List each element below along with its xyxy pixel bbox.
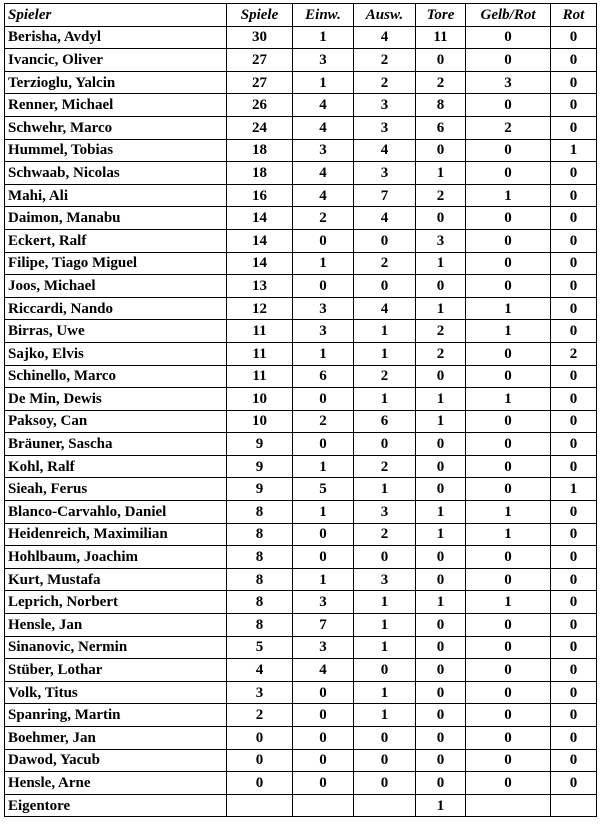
cell-goals: 0 [416, 772, 466, 795]
cell-substituted-out: 7 [354, 184, 416, 207]
cell-yellow-red: 2 [466, 116, 551, 139]
cell-player-name: Heidenreich, Maximilian [5, 523, 227, 546]
table-row [5, 71, 597, 94]
header-gelb-rot: Gelb/Rot [466, 4, 551, 27]
table-row [5, 252, 597, 275]
cell-substituted-out: 2 [354, 49, 416, 72]
cell-goals: 1 [416, 162, 466, 185]
table-row [5, 162, 597, 185]
cell-games: 30 [227, 26, 293, 49]
table-row [5, 772, 597, 795]
table-row [5, 342, 597, 365]
table-row [5, 410, 597, 433]
cell-red: 1 [551, 139, 597, 162]
cell-substituted-in: 1 [293, 342, 354, 365]
cell-player-name: Eckert, Ralf [5, 229, 227, 252]
cell-games: 10 [227, 388, 293, 411]
cell-games: 8 [227, 591, 293, 614]
table-row [5, 591, 597, 614]
cell-goals: 0 [416, 455, 466, 478]
table-row [5, 433, 597, 456]
cell-red: 0 [551, 749, 597, 772]
table-row [5, 365, 597, 388]
table-row [5, 546, 597, 569]
cell-substituted-out: 1 [354, 342, 416, 365]
cell-goals: 1 [416, 252, 466, 275]
cell-substituted-in: 3 [293, 297, 354, 320]
cell-player-name: Joos, Michael [5, 275, 227, 298]
cell-substituted-in: 1 [293, 26, 354, 49]
cell-substituted-in: 3 [293, 320, 354, 343]
cell-substituted-out: 1 [354, 681, 416, 704]
cell-red: 0 [551, 162, 597, 185]
table-row [5, 681, 597, 704]
cell-games: 8 [227, 546, 293, 569]
cell-substituted-out: 0 [354, 749, 416, 772]
cell-red: 0 [551, 659, 597, 682]
cell-substituted-out: 6 [354, 410, 416, 433]
cell-goals: 0 [416, 614, 466, 637]
cell-red: 0 [551, 365, 597, 388]
cell-substituted-in: 3 [293, 636, 354, 659]
cell-substituted-in [293, 794, 354, 817]
cell-player-name: Spanring, Martin [5, 704, 227, 727]
cell-goals: 1 [416, 501, 466, 524]
cell-player-name: Hohlbaum, Joachim [5, 546, 227, 569]
cell-yellow-red: 0 [466, 26, 551, 49]
cell-player-name: Bräuner, Sascha [5, 433, 227, 456]
cell-goals: 2 [416, 184, 466, 207]
cell-games: 0 [227, 749, 293, 772]
cell-substituted-out: 0 [354, 659, 416, 682]
table-row [5, 184, 597, 207]
cell-games: 27 [227, 49, 293, 72]
cell-yellow-red: 0 [466, 636, 551, 659]
cell-substituted-in: 4 [293, 94, 354, 117]
cell-games: 8 [227, 568, 293, 591]
cell-substituted-in: 0 [293, 229, 354, 252]
cell-goals: 0 [416, 49, 466, 72]
table-row [5, 139, 597, 162]
cell-goals: 1 [416, 794, 466, 817]
cell-goals: 1 [416, 297, 466, 320]
cell-red: 0 [551, 455, 597, 478]
header-ausw: Ausw. [354, 4, 416, 27]
cell-games: 24 [227, 116, 293, 139]
cell-goals: 8 [416, 94, 466, 117]
cell-player-name: Birras, Uwe [5, 320, 227, 343]
cell-yellow-red: 0 [466, 659, 551, 682]
cell-player-name: Ivancic, Oliver [5, 49, 227, 72]
cell-substituted-in: 1 [293, 455, 354, 478]
cell-yellow-red: 0 [466, 275, 551, 298]
cell-games: 27 [227, 71, 293, 94]
cell-substituted-out: 1 [354, 636, 416, 659]
cell-player-name: Filipe, Tiago Miguel [5, 252, 227, 275]
cell-player-name: Mahi, Ali [5, 184, 227, 207]
cell-yellow-red: 3 [466, 71, 551, 94]
cell-goals: 0 [416, 659, 466, 682]
cell-games: 11 [227, 320, 293, 343]
cell-red: 0 [551, 614, 597, 637]
cell-goals: 0 [416, 478, 466, 501]
cell-yellow-red: 0 [466, 365, 551, 388]
cell-substituted-in: 0 [293, 749, 354, 772]
header-row [5, 4, 597, 27]
cell-substituted-out: 2 [354, 455, 416, 478]
table-row [5, 568, 597, 591]
cell-player-name: Sajko, Elvis [5, 342, 227, 365]
cell-games: 14 [227, 207, 293, 230]
cell-yellow-red: 0 [466, 252, 551, 275]
cell-player-name: Schwaab, Nicolas [5, 162, 227, 185]
cell-red: 0 [551, 636, 597, 659]
cell-player-name: Sinanovic, Nermin [5, 636, 227, 659]
cell-substituted-in: 4 [293, 184, 354, 207]
cell-substituted-in: 2 [293, 410, 354, 433]
cell-games [227, 794, 293, 817]
cell-red: 0 [551, 704, 597, 727]
cell-player-name: Renner, Michael [5, 94, 227, 117]
cell-yellow-red: 0 [466, 614, 551, 637]
cell-substituted-in: 0 [293, 433, 354, 456]
table-row [5, 501, 597, 524]
cell-goals: 6 [416, 116, 466, 139]
cell-games: 13 [227, 275, 293, 298]
cell-substituted-in: 3 [293, 49, 354, 72]
cell-goals: 0 [416, 365, 466, 388]
cell-red: 0 [551, 433, 597, 456]
cell-player-name: Berisha, Avdyl [5, 26, 227, 49]
table-row [5, 116, 597, 139]
cell-player-name: Blanco-Carvahlo, Daniel [5, 501, 227, 524]
cell-substituted-in: 1 [293, 568, 354, 591]
cell-yellow-red: 0 [466, 342, 551, 365]
cell-goals: 0 [416, 546, 466, 569]
cell-yellow-red: 0 [466, 704, 551, 727]
table-row [5, 49, 597, 72]
table-row [5, 229, 597, 252]
table-row [5, 478, 597, 501]
cell-substituted-out: 4 [354, 297, 416, 320]
cell-goals: 0 [416, 433, 466, 456]
cell-games: 16 [227, 184, 293, 207]
cell-player-name: Eigentore [5, 794, 227, 817]
cell-goals: 1 [416, 523, 466, 546]
cell-goals: 1 [416, 410, 466, 433]
cell-substituted-in: 0 [293, 523, 354, 546]
cell-substituted-out [354, 794, 416, 817]
cell-yellow-red: 0 [466, 207, 551, 230]
cell-games: 4 [227, 659, 293, 682]
cell-substituted-in: 0 [293, 681, 354, 704]
cell-games: 2 [227, 704, 293, 727]
cell-player-name: Paksoy, Can [5, 410, 227, 433]
cell-substituted-in: 3 [293, 591, 354, 614]
cell-games: 18 [227, 139, 293, 162]
cell-red [551, 794, 597, 817]
cell-games: 14 [227, 229, 293, 252]
cell-player-name: Boehmer, Jan [5, 727, 227, 750]
cell-substituted-in: 0 [293, 388, 354, 411]
cell-substituted-out: 0 [354, 229, 416, 252]
cell-yellow-red: 0 [466, 478, 551, 501]
cell-yellow-red: 0 [466, 49, 551, 72]
cell-substituted-out: 3 [354, 162, 416, 185]
cell-red: 0 [551, 320, 597, 343]
cell-yellow-red: 1 [466, 297, 551, 320]
cell-red: 0 [551, 772, 597, 795]
cell-yellow-red: 0 [466, 139, 551, 162]
cell-substituted-in: 2 [293, 207, 354, 230]
cell-substituted-out: 0 [354, 727, 416, 750]
header-spieler: Spieler [5, 4, 227, 27]
player-statistics-table [4, 3, 597, 817]
cell-red: 0 [551, 207, 597, 230]
cell-games: 26 [227, 94, 293, 117]
cell-goals: 0 [416, 207, 466, 230]
cell-player-name: Hensle, Arne [5, 772, 227, 795]
cell-yellow-red: 0 [466, 229, 551, 252]
cell-player-name: Kohl, Ralf [5, 455, 227, 478]
cell-yellow-red: 1 [466, 501, 551, 524]
cell-substituted-out: 2 [354, 71, 416, 94]
cell-goals: 0 [416, 749, 466, 772]
cell-substituted-in: 0 [293, 727, 354, 750]
cell-player-name: Schinello, Marco [5, 365, 227, 388]
cell-player-name: Hummel, Tobias [5, 139, 227, 162]
cell-yellow-red: 1 [466, 591, 551, 614]
cell-goals: 0 [416, 727, 466, 750]
cell-yellow-red: 1 [466, 320, 551, 343]
cell-player-name: Stüber, Lothar [5, 659, 227, 682]
cell-yellow-red: 0 [466, 433, 551, 456]
cell-goals: 2 [416, 71, 466, 94]
cell-games: 11 [227, 365, 293, 388]
cell-red: 0 [551, 229, 597, 252]
cell-games: 18 [227, 162, 293, 185]
cell-substituted-in: 1 [293, 71, 354, 94]
cell-player-name: De Min, Dewis [5, 388, 227, 411]
table-row [5, 614, 597, 637]
cell-substituted-out: 1 [354, 388, 416, 411]
cell-substituted-in: 0 [293, 704, 354, 727]
cell-substituted-in: 0 [293, 546, 354, 569]
cell-red: 0 [551, 94, 597, 117]
player-statistics-sheet [4, 3, 596, 817]
cell-red: 0 [551, 410, 597, 433]
cell-yellow-red: 1 [466, 523, 551, 546]
cell-substituted-out: 4 [354, 139, 416, 162]
cell-substituted-out: 1 [354, 320, 416, 343]
cell-goals: 0 [416, 139, 466, 162]
cell-yellow-red: 0 [466, 410, 551, 433]
cell-goals: 2 [416, 342, 466, 365]
table-row [5, 94, 597, 117]
cell-games: 3 [227, 681, 293, 704]
cell-yellow-red: 0 [466, 727, 551, 750]
table-row [5, 749, 597, 772]
cell-red: 0 [551, 568, 597, 591]
cell-substituted-in: 4 [293, 659, 354, 682]
cell-substituted-out: 0 [354, 433, 416, 456]
cell-goals: 2 [416, 320, 466, 343]
cell-games: 9 [227, 455, 293, 478]
cell-goals: 0 [416, 704, 466, 727]
cell-games: 8 [227, 501, 293, 524]
cell-substituted-in: 5 [293, 478, 354, 501]
cell-goals: 11 [416, 26, 466, 49]
table-row [5, 207, 597, 230]
cell-goals: 1 [416, 388, 466, 411]
cell-games: 10 [227, 410, 293, 433]
table-row [5, 275, 597, 298]
cell-yellow-red: 0 [466, 94, 551, 117]
cell-substituted-out: 3 [354, 568, 416, 591]
table-row [5, 320, 597, 343]
cell-goals: 0 [416, 681, 466, 704]
cell-substituted-out: 0 [354, 772, 416, 795]
cell-red: 2 [551, 342, 597, 365]
table-row [5, 26, 597, 49]
cell-yellow-red: 0 [466, 568, 551, 591]
cell-substituted-in: 0 [293, 772, 354, 795]
cell-games: 0 [227, 772, 293, 795]
cell-player-name: Dawod, Yacub [5, 749, 227, 772]
cell-red: 0 [551, 388, 597, 411]
cell-player-name: Leprich, Norbert [5, 591, 227, 614]
cell-yellow-red: 0 [466, 772, 551, 795]
cell-red: 0 [551, 546, 597, 569]
cell-games: 0 [227, 727, 293, 750]
cell-substituted-out: 2 [354, 365, 416, 388]
cell-substituted-out: 4 [354, 26, 416, 49]
cell-red: 0 [551, 71, 597, 94]
cell-player-name: Daimon, Manabu [5, 207, 227, 230]
cell-red: 0 [551, 49, 597, 72]
cell-red: 0 [551, 523, 597, 546]
cell-substituted-out: 2 [354, 252, 416, 275]
cell-player-name: Terzioglu, Yalcin [5, 71, 227, 94]
cell-substituted-out: 4 [354, 207, 416, 230]
cell-goals: 0 [416, 568, 466, 591]
cell-red: 0 [551, 26, 597, 49]
table-row [5, 704, 597, 727]
cell-player-name: Volk, Titus [5, 681, 227, 704]
table-row [5, 297, 597, 320]
cell-substituted-in: 1 [293, 252, 354, 275]
cell-substituted-in: 7 [293, 614, 354, 637]
header-spiele: Spiele [227, 4, 293, 27]
cell-substituted-out: 0 [354, 546, 416, 569]
cell-games: 8 [227, 523, 293, 546]
cell-player-name: Kurt, Mustafa [5, 568, 227, 591]
cell-red: 0 [551, 501, 597, 524]
cell-games: 14 [227, 252, 293, 275]
cell-yellow-red: 0 [466, 749, 551, 772]
table-row [5, 727, 597, 750]
cell-games: 8 [227, 614, 293, 637]
table-row [5, 636, 597, 659]
cell-games: 11 [227, 342, 293, 365]
table-row [5, 794, 597, 817]
cell-yellow-red: 1 [466, 184, 551, 207]
header-tore: Tore [416, 4, 466, 27]
table-row [5, 388, 597, 411]
cell-yellow-red: 1 [466, 388, 551, 411]
cell-games: 9 [227, 478, 293, 501]
cell-goals: 0 [416, 636, 466, 659]
cell-substituted-out: 3 [354, 116, 416, 139]
cell-red: 0 [551, 591, 597, 614]
cell-yellow-red: 0 [466, 681, 551, 704]
cell-substituted-out: 3 [354, 94, 416, 117]
cell-yellow-red: 0 [466, 546, 551, 569]
cell-yellow-red [466, 794, 551, 817]
cell-red: 0 [551, 297, 597, 320]
cell-games: 12 [227, 297, 293, 320]
cell-yellow-red: 0 [466, 162, 551, 185]
cell-substituted-out: 1 [354, 704, 416, 727]
cell-goals: 1 [416, 591, 466, 614]
cell-goals: 3 [416, 229, 466, 252]
cell-substituted-out: 1 [354, 478, 416, 501]
cell-red: 0 [551, 275, 597, 298]
cell-player-name: Schwehr, Marco [5, 116, 227, 139]
cell-red: 0 [551, 681, 597, 704]
cell-red: 0 [551, 116, 597, 139]
cell-substituted-out: 3 [354, 501, 416, 524]
table-row [5, 523, 597, 546]
cell-substituted-out: 2 [354, 523, 416, 546]
cell-substituted-out: 0 [354, 275, 416, 298]
cell-red: 1 [551, 478, 597, 501]
cell-yellow-red: 0 [466, 455, 551, 478]
table-row [5, 455, 597, 478]
table-row [5, 659, 597, 682]
cell-player-name: Hensle, Jan [5, 614, 227, 637]
cell-substituted-in: 4 [293, 162, 354, 185]
cell-substituted-in: 6 [293, 365, 354, 388]
cell-substituted-out: 1 [354, 591, 416, 614]
cell-games: 9 [227, 433, 293, 456]
cell-substituted-in: 1 [293, 501, 354, 524]
cell-red: 0 [551, 184, 597, 207]
cell-red: 0 [551, 727, 597, 750]
header-einw: Einw. [293, 4, 354, 27]
header-rot: Rot [551, 4, 597, 27]
cell-goals: 0 [416, 275, 466, 298]
cell-player-name: Sieah, Ferus [5, 478, 227, 501]
cell-substituted-in: 4 [293, 116, 354, 139]
cell-substituted-in: 0 [293, 275, 354, 298]
cell-substituted-in: 3 [293, 139, 354, 162]
cell-player-name: Riccardi, Nando [5, 297, 227, 320]
cell-games: 5 [227, 636, 293, 659]
cell-substituted-out: 1 [354, 614, 416, 637]
cell-red: 0 [551, 252, 597, 275]
table-body [5, 26, 597, 817]
